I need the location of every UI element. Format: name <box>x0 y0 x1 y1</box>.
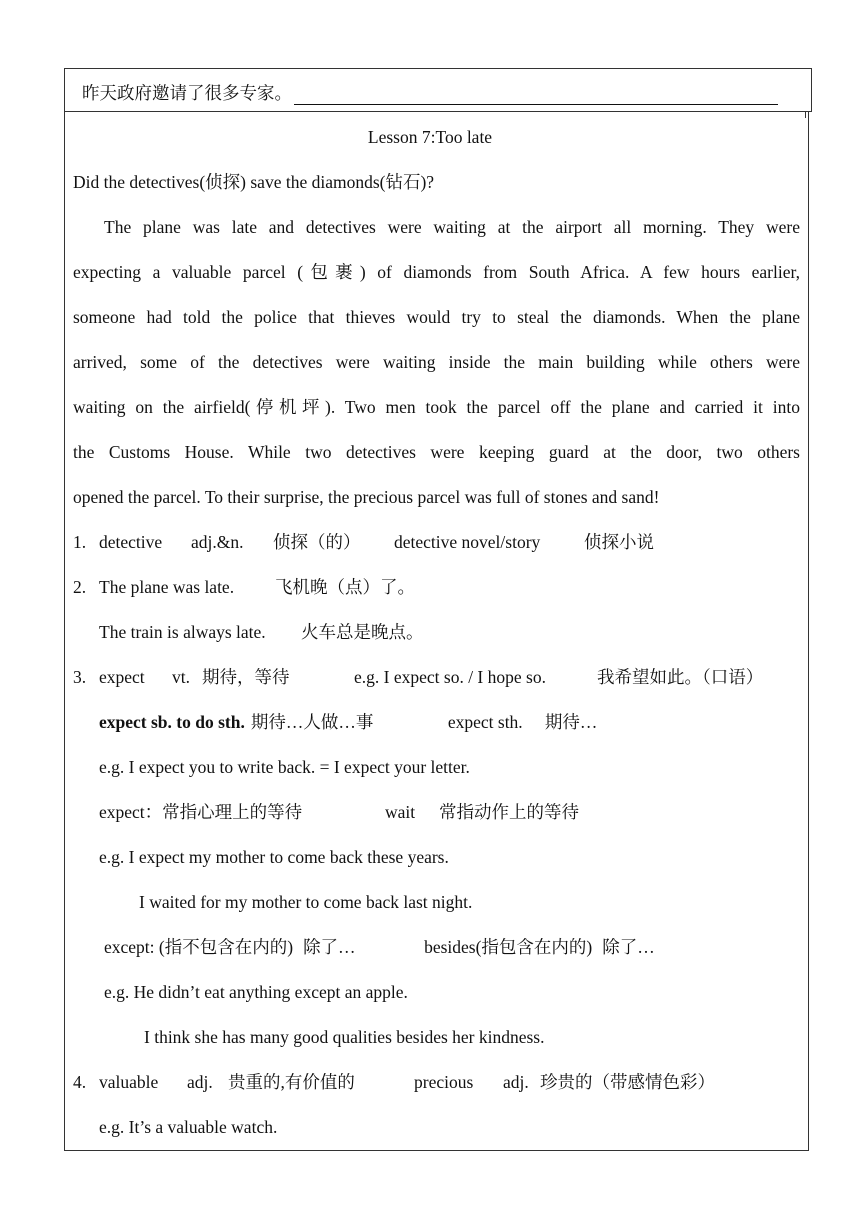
pattern-1: expect sb. to do sth. <box>99 712 245 732</box>
note-example: e.g. I expect my mother to come back these years. <box>99 847 449 867</box>
note-1 <box>73 531 654 553</box>
note-pos: adj.&n. <box>191 532 244 552</box>
passage-line: opened the parcel. To their surprise, the precious parcel was full of stones and sand! <box>73 487 660 507</box>
answer-blank[interactable] <box>294 84 778 105</box>
lesson-question: Did the detectives(侦探) save the diamonds(钻石)? <box>73 172 435 192</box>
note-example: e.g. He didn’t eat anything except an apple. <box>104 982 408 1002</box>
note-example: e.g. I expect so. / I hope so. <box>354 667 546 687</box>
note-meaning-2: 珍贵的（带感情色彩） <box>540 1072 715 1092</box>
passage-line: someone had told the police that thieves would try to steal the diamonds. When the plane <box>73 307 800 327</box>
note-example: e.g. It’s a valuable watch. <box>99 1117 278 1137</box>
note-meaning: 期待，等待 <box>202 667 290 687</box>
note-example: I waited for my mother to come back last night. <box>139 892 473 912</box>
note-pos-2: adj. <box>503 1072 529 1092</box>
note-word: expect <box>99 667 145 687</box>
passage-line: expecting a valuable parcel (包裹) of diamonds from South Africa. A few hours earlier, <box>73 262 800 282</box>
note-word-2: precious <box>414 1072 474 1092</box>
passage-line: arrived, some of the detectives were waiting inside the main building while others were <box>73 352 800 372</box>
note-word: detective <box>99 532 163 552</box>
note-3-compare <box>99 801 579 823</box>
pattern-2-cn: 期待… <box>544 712 598 732</box>
pattern-1-cn: 期待…人做…事 <box>250 712 374 732</box>
translation-exercise <box>82 80 806 105</box>
note-number: 4. <box>73 1072 87 1092</box>
note-sentence: The plane was late. <box>99 577 235 597</box>
note-3-patterns <box>99 711 597 733</box>
besides-def: besides(指包含在内的) <box>424 937 593 957</box>
note-word: valuable <box>99 1072 159 1092</box>
compare-wait-cn: 常指动作上的等待 <box>439 802 579 822</box>
note-pos: adj. <box>187 1072 213 1092</box>
except-cn: 除了… <box>303 937 356 957</box>
passage-line: waiting on the airfield(停机坪). Two men took the parcel off the plane and carried it into <box>73 397 800 417</box>
lesson-title: Lesson 7:Too late <box>367 127 493 147</box>
note-number: 3. <box>73 667 87 687</box>
compare-wait: wait <box>385 802 416 822</box>
table-border-notch <box>805 112 806 118</box>
note-example: I think she has many good qualities besides her kindness. <box>144 1027 545 1047</box>
passage-line: the Customs House. While two detectives were keeping guard at the door, two others <box>73 442 800 462</box>
note-4 <box>73 1071 715 1093</box>
note-pos: vt. <box>172 667 190 687</box>
note-2-example <box>99 621 424 643</box>
pattern-2: expect sth. <box>447 712 523 732</box>
exercise-sentence: 昨天政府邀请了很多专家。 <box>82 83 292 103</box>
note-3 <box>73 666 763 688</box>
note-meaning: 侦探（的） <box>273 532 361 552</box>
note-number: 1. <box>73 532 87 552</box>
note-3-except <box>104 936 655 958</box>
note-sentence-cn: 火车总是晚点。 <box>301 622 424 642</box>
note-phrase-meaning: 侦探小说 <box>584 532 654 552</box>
note-2 <box>73 576 415 598</box>
note-sentence: The train is always late. <box>99 622 266 642</box>
compare-expect: expect：常指心理上的等待 <box>99 802 303 822</box>
note-meaning: 贵重的,有价值的 <box>228 1072 355 1092</box>
note-example: e.g. I expect you to write back. = I expect your letter. <box>99 757 470 777</box>
note-number: 2. <box>73 577 87 597</box>
besides-cn: 除了… <box>602 937 655 957</box>
note-phrase: detective novel/story <box>394 532 541 552</box>
except-def: except: (指不包含在内的) <box>104 937 294 957</box>
note-sentence-cn: 飞机晚（点）了。 <box>275 577 415 597</box>
passage-line: The plane was late and detectives were waiting at the airport all morning. They were <box>104 217 800 237</box>
note-example-cn: 我希望如此。（口语） <box>597 667 764 687</box>
